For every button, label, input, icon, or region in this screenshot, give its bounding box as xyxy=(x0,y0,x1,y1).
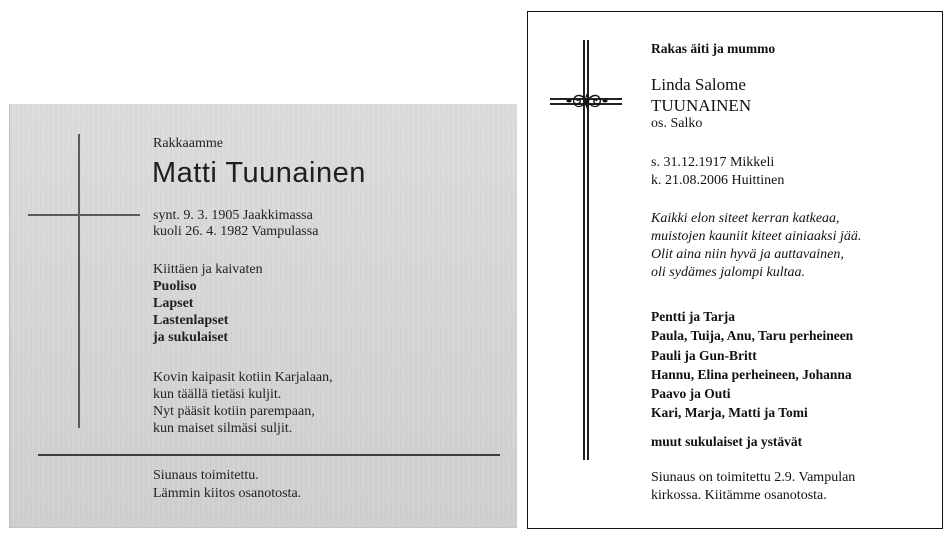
deceased-name: Matti Tuunainen xyxy=(152,157,366,189)
death-line: k. 21.08.2006 Huittinen xyxy=(651,173,785,188)
relative-item: Kari, Marja, Matti ja Tomi xyxy=(651,405,808,421)
first-names: Linda Salome xyxy=(651,75,746,94)
life-dates xyxy=(651,154,784,190)
poem-line: kun täällä tietäsi kuljit. xyxy=(153,387,282,402)
relative-item: Paula, Tuija, Anu, Taru perheineen xyxy=(651,328,854,344)
memorial-poem xyxy=(651,210,861,282)
cross-ornament-icon xyxy=(562,90,612,112)
memorial-poem xyxy=(153,370,333,438)
birth-line: s. 31.12.1917 Mikkeli xyxy=(651,155,775,170)
notice-footer xyxy=(651,469,855,505)
birth-line: synt. 9. 3. 1905 Jaakkimassa xyxy=(153,208,313,223)
relative-item: Pauli ja Gun-Britt xyxy=(651,347,757,363)
other-mourners: muut sukulaiset ja ystävät xyxy=(651,434,803,449)
poem-line: kun maiset silmäsi suljit. xyxy=(153,421,293,436)
footer-line: Lämmin kiitos osanotosta. xyxy=(153,486,302,501)
poem-line: Nyt pääsit kotiin parempaan, xyxy=(153,404,315,419)
poem-line: Olit aina niin hyvä ja auttavainen, xyxy=(651,247,844,262)
notice-footer xyxy=(153,468,301,504)
life-dates xyxy=(153,208,318,240)
footer-line: Siunaus toimitettu. xyxy=(153,468,259,483)
maiden-name: os. Salko xyxy=(651,116,703,131)
footer-line: Siunaus on toimitettu 2.9. Vampulan xyxy=(651,470,856,485)
mourner-item: Lastenlapset xyxy=(153,313,229,328)
deceased-name xyxy=(651,74,751,116)
notice-heading: Rakas äiti ja mummo xyxy=(651,41,776,56)
footer-line: kirkossa. Kiitämme osanotosta. xyxy=(651,488,827,503)
poem-line: Kaikki elon siteet kerran katkeaa, xyxy=(651,211,840,226)
obituary-notice-matti xyxy=(9,104,517,528)
mourner-item: Lapset xyxy=(153,296,194,311)
poem-line: muistojen kauniit kiteet ainiaaksi jää. xyxy=(651,229,862,244)
mourners-block xyxy=(153,262,263,347)
section-divider xyxy=(38,454,500,456)
thanks-line: Kiittäen ja kaivaten xyxy=(153,262,263,277)
mourner-item: ja sukulaiset xyxy=(153,330,229,345)
relative-item: Paavo ja Outi xyxy=(651,386,731,402)
poem-line: oli sydämes jalompi kultaa. xyxy=(651,265,805,280)
cross-vertical-bar xyxy=(78,134,80,428)
relative-item: Pentti ja Tarja xyxy=(651,309,735,324)
notice-intro: Rakkaamme xyxy=(153,136,223,151)
poem-line: Kovin kaipasit kotiin Karjalaan, xyxy=(153,370,333,385)
relatives-list xyxy=(651,308,853,424)
relative-item: Hannu, Elina perheineen, Johanna xyxy=(651,366,852,382)
death-line: kuoli 26. 4. 1982 Vampulassa xyxy=(153,224,319,239)
mourner-item: Puoliso xyxy=(153,279,197,294)
surname: TUUNAINEN xyxy=(651,96,752,115)
cross-horizontal-bar xyxy=(28,214,140,216)
obituary-notice-linda xyxy=(527,11,943,529)
